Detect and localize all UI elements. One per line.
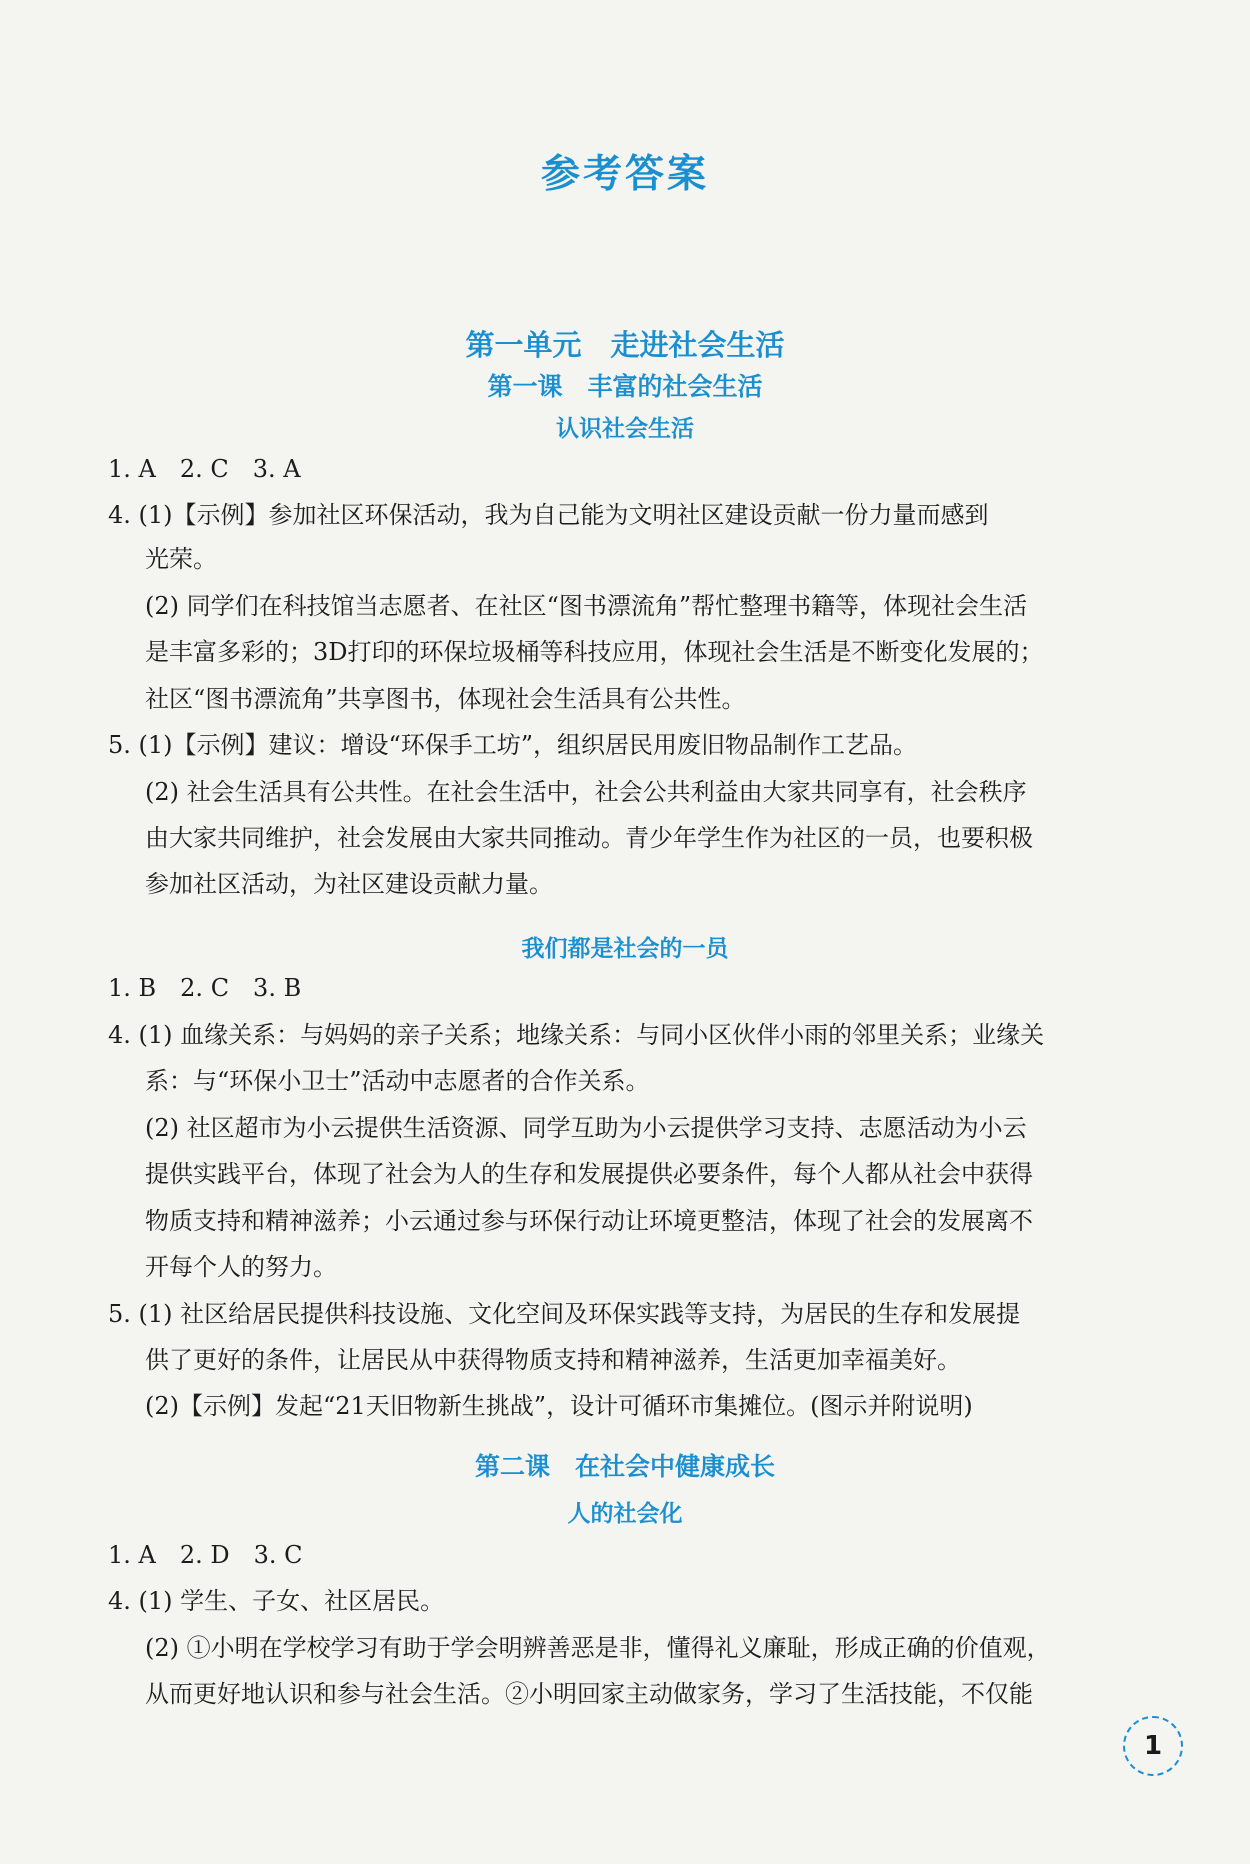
answer-line: 社区“图书漂流角”共享图书，体现社会生活具有公共性。 [145, 685, 746, 713]
answer-line: 系：与“环保小卫士”活动中志愿者的合作关系。 [145, 1067, 650, 1095]
answer-line: (2) ①小明在学校学习有助于学会明辨善恶是非，懂得礼义廉耻，形成正确的价值观， [145, 1634, 1051, 1662]
answer-line: 1. A 2. D 3. C [108, 1541, 303, 1569]
answer-line: 1. A 2. C 3. A [108, 455, 301, 483]
answer-line: 4. (1) 血缘关系：与妈妈的亲子关系；地缘关系：与同小区伙伴小雨的邻里关系；业缘关 [108, 1021, 1045, 1049]
answer-line: (2)【示例】发起“21天旧物新生挑战”，设计可循环市集摊位。(图示并附说明) [145, 1392, 973, 1420]
answer-line: 4. (1) 学生、子女、社区居民。 [108, 1587, 445, 1615]
answer-line: 由大家共同维护，社会发展由大家共同推动。青少年学生作为社区的一员，也要积极 [145, 824, 1033, 852]
lesson-heading: 第二课 在社会中健康成长 [474, 1452, 775, 1481]
answer-line: 光荣。 [145, 545, 217, 573]
page-title: 参考答案 [540, 152, 709, 197]
answer-line: 1. B 2. C 3. B [108, 974, 302, 1002]
answer-line: 从而更好地认识和参与社会生活。②小明回家主动做家务，学习了生活技能，不仅能 [145, 1680, 1033, 1708]
topic-heading: 认识社会生活 [556, 416, 694, 442]
answer-line: 供了更好的条件，让居民从中获得物质支持和精神滋养，生活更加幸福美好。 [145, 1346, 961, 1374]
answer-line: (2) 同学们在科技馆当志愿者、在社区“图书漂流角”帮忙整理书籍等，体现社会生活 [145, 592, 1028, 620]
answer-line: (2) 社区超市为小云提供生活资源、同学互助为小云提供学习支持、志愿活动为小云 [145, 1114, 1027, 1142]
answer-line: 提供实践平台，体现了社会为人的生存和发展提供必要条件，每个人都从社会中获得 [145, 1160, 1033, 1188]
answer-line: 5. (1)【示例】建议：增设“环保手工坊”，组织居民用废旧物品制作工艺品。 [108, 731, 918, 759]
answer-line: 参加社区活动，为社区建设贡献力量。 [145, 870, 553, 898]
answer-line: 开每个人的努力。 [145, 1253, 337, 1281]
unit-heading: 第一单元 走进社会生活 [465, 328, 785, 362]
page-number: 1 [1123, 1716, 1183, 1776]
answer-line: 4. (1)【示例】参加社区环保活动，我为自己能为文明社区建设贡献一份力量而感到 [108, 501, 989, 529]
answer-line: 5. (1) 社区给居民提供科技设施、文化空间及环保实践等支持，为居民的生存和发展提 [108, 1300, 1021, 1328]
lesson-heading: 第一课 丰富的社会生活 [487, 372, 763, 401]
answer-line: 是丰富多彩的；3D打印的环保垃圾桶等科技应用，体现社会生活是不断变化发展的； [145, 638, 1044, 666]
topic-heading: 我们都是社会的一员 [521, 936, 729, 962]
answer-line: 物质支持和精神滋养；小云通过参与环保行动让环境更整洁，体现了社会的发展离不 [145, 1207, 1033, 1235]
answer-line: (2) 社会生活具有公共性。在社会生活中，社会公共利益由大家共同享有，社会秩序 [145, 778, 1027, 806]
topic-heading: 人的社会化 [567, 1501, 683, 1527]
